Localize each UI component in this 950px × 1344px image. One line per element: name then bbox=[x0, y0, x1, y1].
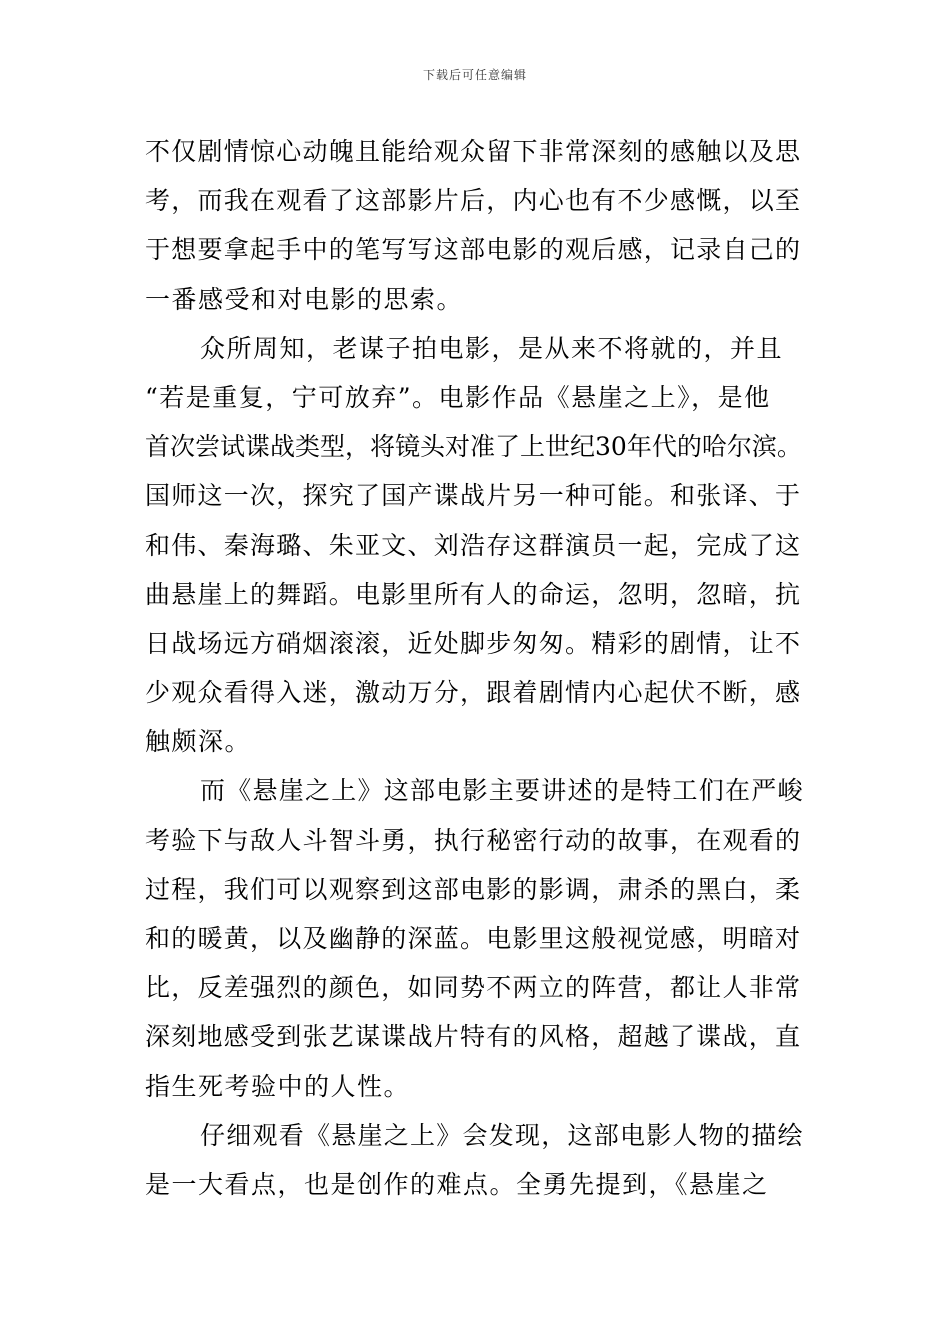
text-line: 日战场远方硝烟滚滚，近处脚步匆匆。精彩的剧情，让不 bbox=[145, 628, 802, 658]
text-line: 触颇深。 bbox=[145, 727, 252, 757]
text-line: 和伟、秦海璐、朱亚文、刘浩存这群演员一起，完成了这 bbox=[145, 530, 802, 560]
text-line: 指生死考验中的人性。 bbox=[145, 1071, 411, 1101]
text-line: 考验下与敌人斗智斗勇，执行秘密行动的故事，在观看的 bbox=[145, 825, 802, 855]
text-line: 深刻地感受到张艺谋谍战片特有的风格，超越了谍战，直 bbox=[145, 1022, 802, 1052]
text-line: 一番感受和对电影的思索。 bbox=[145, 284, 464, 314]
text-line: 曲悬崖上的舞蹈。电影里所有人的命运，忽明，忽暗，抗 bbox=[145, 579, 802, 609]
page-header: 下载后可任意编辑 bbox=[422, 68, 527, 82]
text-line: 国师这一次，探究了国产谍战片另一种可能。和张译、于 bbox=[145, 481, 802, 511]
text-line: 和的暖黄，以及幽静的深蓝。电影里这般视觉感，明暗对 bbox=[145, 924, 802, 953]
text-line: 比，反差强烈的颜色，如同势不两立的阵营，都让人非常 bbox=[145, 973, 802, 1003]
body-text bbox=[145, 127, 807, 1209]
text-line: 仔细观看《悬崖之上》会发现，这部电影人物的描绘 bbox=[200, 1120, 804, 1150]
text-line: 首次尝试谍战类型，将镜头对准了上世纪30年代的哈尔滨。 bbox=[145, 432, 802, 462]
text-line: 少观众看得入迷，激动万分，跟着剧情内心起伏不断，感 bbox=[145, 678, 802, 708]
text-line: “若是重复，宁可放弃”。电影作品《悬崖之上》，是他 bbox=[145, 382, 771, 412]
text-line: 众所周知，老谋子拍电影，是从来不将就的，并且 bbox=[200, 333, 784, 363]
text-line: 是一大看点，也是创作的难点。全勇先提到，《悬崖之 bbox=[145, 1169, 769, 1199]
text-line: 过程，我们可以观察到这部电影的影调，肃杀的黑白，柔 bbox=[145, 874, 802, 904]
text-line: 考，而我在观看了这部影片后，内心也有不少感慨，以至 bbox=[145, 186, 802, 216]
text-line: 而《悬崖之上》这部电影主要讲述的是特工们在严峻 bbox=[200, 776, 804, 806]
text-line: 不仅剧情惊心动魄且能给观众留下非常深刻的感触以及思 bbox=[145, 137, 802, 166]
text-line: 于想要拿起手中的笔写写这部电影的观后感，记录自己的 bbox=[145, 235, 802, 265]
